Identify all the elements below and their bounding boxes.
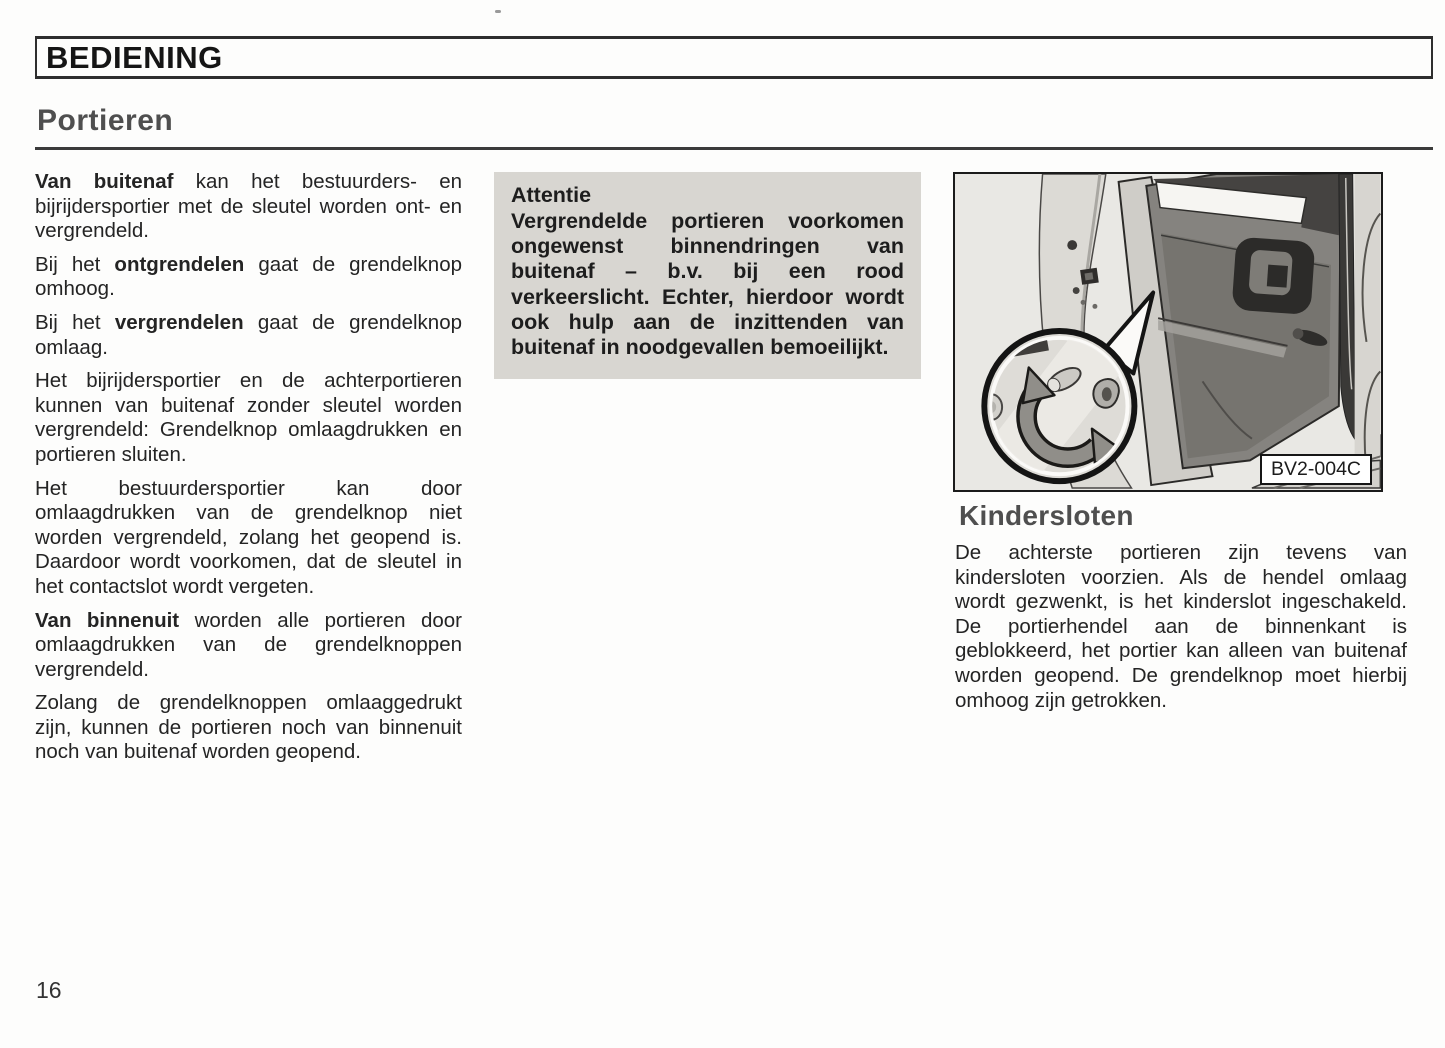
paragraph: Bij het ontgrendelen gaat de grendelknop omhoog.	[35, 252, 462, 301]
door-pull-handle	[1231, 237, 1315, 315]
paragraph: De achterste portieren zijn tevens van kindersloten voorzien. Als de hendel omlaag wordt gezwenkt, is het kinderslot ingeschakeld. De portierhendel aan de binnenkant is geblokkeerd, het portier kan alleen van buitenaf worden geopend. De grendelknop moet hierbij omhoog zijn getrokken.	[955, 541, 1407, 712]
figure-label: BV2-004C	[1260, 454, 1372, 485]
paragraph: Het bijrijdersportier en de achterportieren kunnen van buitenaf zonder sleutel worden vergrendeld: Grendelknop omlaagdrukken en portieren sluiten.	[35, 369, 462, 466]
door-illustration-figure	[953, 172, 1383, 492]
scan-artifact-dot	[495, 10, 501, 13]
chapter-header	[35, 36, 1433, 79]
paragraph: Het bestuurdersportier kan door omlaagdrukken van de grendelknop niet worden vergrendeld, zolang het geopend is. Daardoor wordt voorkomen, dat de sleutel in het contactslot wordt vergeten.	[35, 476, 462, 598]
subsection-title-kindersloten: Kindersloten	[959, 500, 1134, 531]
page-number: 16	[36, 977, 62, 1003]
paragraph: Zolang de grendelknoppen omlaaggedrukt zijn, kunnen de portieren noch van binnenuit noch van buitenaf worden geopend.	[35, 691, 462, 764]
chapter-title: BEDIENING	[46, 39, 223, 75]
paragraph: Bij het vergrendelen gaat de grendelknop omlaag.	[35, 310, 462, 359]
attention-title: Attentie	[511, 183, 592, 207]
attention-box	[494, 172, 921, 379]
paragraph: Van binnenuit worden alle portieren door omlaagdrukken van de grendelknoppen vergrendeld.	[35, 608, 462, 681]
car-door-illustration	[955, 174, 1381, 490]
title-divider	[35, 147, 1433, 150]
left-text-column	[35, 170, 462, 774]
page-title: Portieren	[37, 104, 174, 137]
paragraph: Van buitenaf kan het bestuurders- en bijrijdersportier met de sleutel worden ont- en vergrendeld.	[35, 170, 462, 243]
attention-body: Vergrendelde portieren voorkomen ongewenst binnendringen van buitenaf – b.v. bij een rood verkeerslicht. Echter, hierdoor wordt ook hulp aan de inzittenden van buitenaf in noodgevallen bemoeilijkt.	[511, 209, 904, 359]
kindersloten-text-column	[955, 541, 1407, 713]
